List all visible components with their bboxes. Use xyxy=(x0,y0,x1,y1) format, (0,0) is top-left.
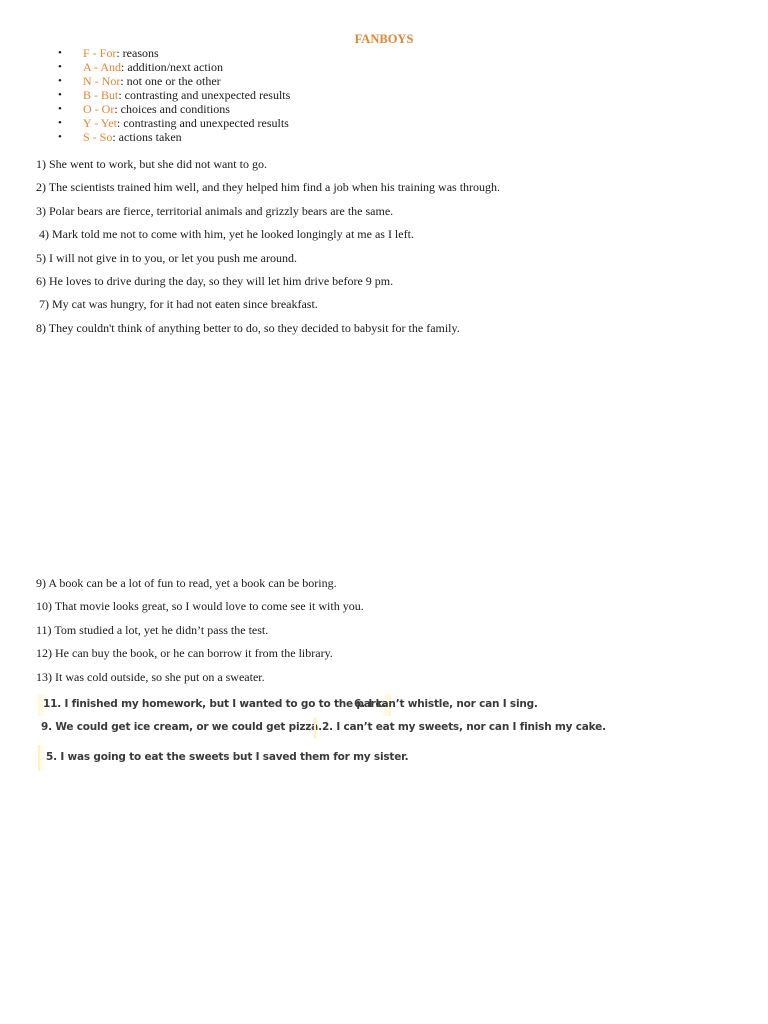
fanboys-description: : reasons xyxy=(116,46,159,60)
sentence-list-top xyxy=(36,156,500,343)
fanboys-term: F - For xyxy=(83,46,117,60)
sentence-list-bottom xyxy=(36,575,364,692)
sentence: 11) Tom studied a lot, yet he didn’t pass the test. xyxy=(36,622,269,637)
example-snippet: 9. We could get ice cream, or we could get pizza. xyxy=(41,721,322,733)
page-title: FANBOYS xyxy=(354,32,414,46)
sentence: 10) That movie looks great, so I would love to come see it with you. xyxy=(36,599,364,614)
fanboys-description: : actions taken xyxy=(112,130,182,144)
fanboys-description: : choices and conditions xyxy=(114,102,230,116)
list-item xyxy=(58,130,290,144)
sentence: 7) My cat was hungry, for it had not eaten since breakfast. xyxy=(39,297,318,312)
example-snippet: 2. I can’t eat my sweets, nor can I finish my cake. xyxy=(314,717,612,739)
fanboys-term: Y - Yet xyxy=(83,116,117,130)
example-snippet: 6. I can’t whistle, nor can I sing. xyxy=(354,698,538,710)
fanboys-term: N - Nor xyxy=(83,74,121,88)
list-item xyxy=(58,46,290,60)
fanboys-description: : not one or the other xyxy=(120,74,221,88)
fanboys-list xyxy=(58,46,290,144)
sentence: 8) They couldn't think of anything better to do, so they decided to babysit for the family. xyxy=(36,320,460,335)
fanboys-description: : addition/next action xyxy=(121,60,223,74)
fanboys-description: : contrasting and unexpected results xyxy=(116,116,289,130)
example-snippet: 5. I was going to eat the sweets but I saved them for my sister. xyxy=(38,745,414,771)
list-item xyxy=(58,74,290,88)
sentence: 4) Mark told me not to come with him, yet he looked longingly at me as I left. xyxy=(39,227,414,242)
sentence: 2) The scientists trained him well, and they helped him find a job when his training was through. xyxy=(36,180,501,195)
fanboys-term: S - So xyxy=(83,130,113,144)
fanboys-term: A - And xyxy=(83,60,122,74)
fanboys-term: O - Or xyxy=(83,102,115,116)
fanboys-term: B - But xyxy=(83,88,119,102)
list-item xyxy=(58,102,290,116)
sentence: 6) He loves to drive during the day, so they will let him drive before 9 pm. xyxy=(36,273,394,288)
sentence: 1) She went to work, but she did not want to go. xyxy=(36,157,267,171)
fanboys-description: : contrasting and unexpected results xyxy=(118,88,291,102)
list-item xyxy=(58,116,290,130)
sentence: 13) It was cold outside, so she put on a sweater. xyxy=(36,669,265,684)
list-item xyxy=(58,60,290,74)
list-item xyxy=(58,88,290,102)
sentence: 5) I will not give in to you, or let you push me around. xyxy=(36,250,297,265)
sentence: 12) He can buy the book, or he can borrow it from the library. xyxy=(36,646,333,661)
sentence: 9) A book can be a lot of fun to read, yet a book can be boring. xyxy=(36,576,337,590)
example-snippet: 11. I finished my homework, but I wanted to go to the park. xyxy=(38,694,391,716)
sentence: 3) Polar bears are fierce, territorial animals and grizzly bears are the same. xyxy=(36,203,394,218)
